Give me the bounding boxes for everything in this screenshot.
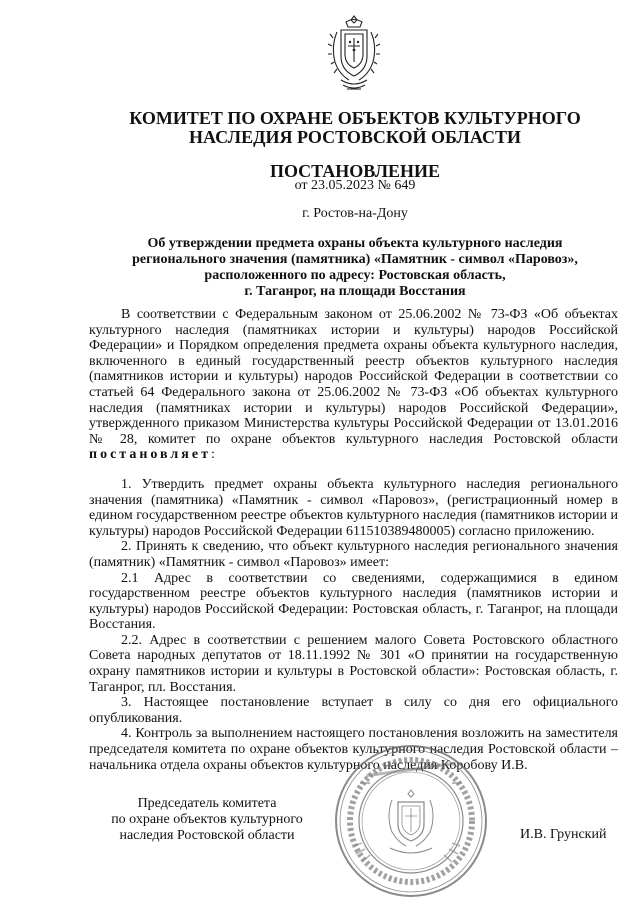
coat-of-arms-icon bbox=[327, 14, 381, 94]
document-city: г. Ростов-на-Дону bbox=[302, 206, 408, 221]
item-paragraph: 2. Принять к сведению, что объект культурного наследия регионального значения (памятник) «Памятник - символ «Паровоз» имеет: bbox=[89, 539, 618, 570]
title-line-3: расположенного по адресу: Ростовская область, bbox=[204, 268, 506, 283]
item-paragraph: 4. Контроль за выполнением настоящего постановления возложить на заместителя председателя комитета по охране объектов культурного наследия Ростовской области – начальника отдела охраны объектов культурного наследия Коробову И.В. bbox=[89, 726, 618, 773]
committee-name bbox=[0, 109, 640, 147]
signatory-position bbox=[90, 796, 324, 844]
preamble-text: В соответствии с Федеральным законом от 25.06.2002 № 73-ФЗ «Об объектах культурного наследия (памятниках истории и культуры) народов Российской Федерации» и Порядком определения предмета охраны объекта культурного наследия, включенного в единый государственный реестр объектов культурного наследия (памятников истории и культуры) народов Российской Федерации в соответствии со статьей 64 Федерального закона от 25.06.2002 № 73-ФЗ «Об объектах культурного наследия (памятниках истории и культуры) народов Российской Федерации», утвержденного приказом Министерства культуры Российской Федерации от 13.01.2016 № 28, комитет по охране объектов культурного наследия Ростовской области bbox=[89, 307, 618, 447]
document-date-number: от 23.05.2023 № 649 bbox=[294, 178, 416, 193]
committee-name-line-2: НАСЛЕДИЯ РОСТОВСКОЙ ОБЛАСТИ bbox=[189, 127, 521, 147]
item-paragraph: 2.1 Адрес в соответствии со сведениями, содержащимися в едином государственном реестре объектов культурного наследия (памятников истории и культуры) народов Российской Федерации: Ростовская область, г. Таганрог, на площади Восстания. bbox=[89, 570, 618, 633]
signatory-name: И.В. Грунский bbox=[520, 827, 607, 842]
item-paragraph: 3. Настоящее постановление вступает в силу со дня его официального опубликования. bbox=[89, 695, 618, 726]
item-paragraph: 1. Утвердить предмет охраны объекта культурного наследия регионального значения (памятника) «Памятник - символ «Паровоз», (регистрационный номер в едином государственном реестре объектов культурного наследия (памятников истории и культуры) народов Российской Федерации 611510389480005) согласно приложению. bbox=[89, 476, 618, 539]
title-line-2: регионального значения (памятника) «Памятник - символ «Паровоз», bbox=[132, 252, 578, 267]
title-line-4: г. Таганрог, на площади Восстания bbox=[244, 284, 466, 299]
committee-name-line-1: КОМИТЕТ ПО ОХРАНЕ ОБЪЕКТОВ КУЛЬТУРНОГО bbox=[129, 108, 581, 128]
item-paragraph: 2.2. Адрес в соответствии с решением малого Совета Ростовского областного Совета народных депутатов от 18.11.1992 № 301 «О принятии на государственную охрану памятников истории и культуры в Ростовской области»: Ростовская область, г. Таганрог, пл. Восстания. bbox=[89, 632, 618, 695]
document-body bbox=[89, 307, 618, 773]
official-seal-icon bbox=[332, 742, 490, 900]
document-type: ПОСТАНОВЛЕНИЕ bbox=[269, 161, 441, 181]
document-title bbox=[0, 236, 640, 300]
preamble-paragraph bbox=[89, 307, 618, 463]
signatory-position-line-1: Председатель комитета bbox=[137, 796, 277, 811]
preamble-colon: : bbox=[210, 447, 215, 463]
signatory-position-line-2: по охране объектов культурного bbox=[111, 812, 303, 827]
title-line-1: Об утверждении предмета охраны объекта культурного наследия bbox=[147, 236, 563, 251]
signatory-position-line-3: наследия Ростовской области bbox=[119, 828, 295, 843]
decree-word: постановляет bbox=[89, 447, 211, 463]
